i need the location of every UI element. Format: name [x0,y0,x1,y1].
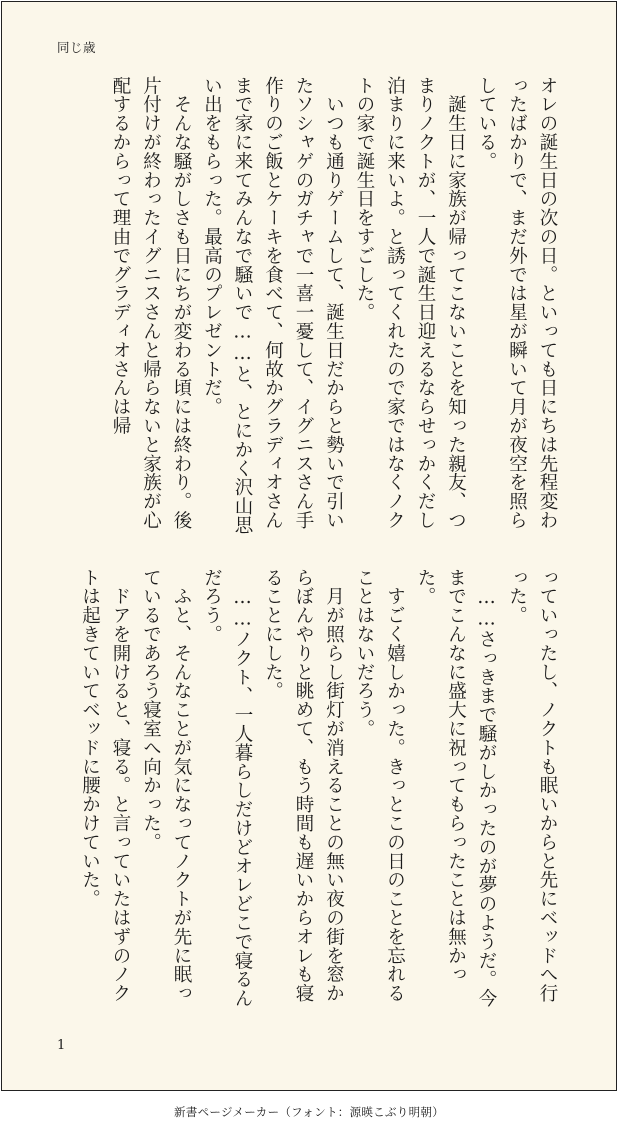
page-header-title: 同じ歳 [57,40,97,55]
paragraph: いつも通りゲームして、誕生日だからと勢いで引いたソシャゲのガチャで一喜一憂して、イグニスさん手作りのご飯とケーキを食べて、何故かグラディオさんまで家に来てみんなで騒いで……と、とにかく沢山思い出をもらった。最高のプレゼントだ。 [201,76,345,535]
paragraph: ふと、そんなことが気になってノクトが先に眠っているであろう寝室へ向かった。 [140,568,192,1003]
book-page [1,1,617,1091]
paragraph: ……ノクト、一人暮らしだけどオレどこで寝るんだろう。 [201,568,253,1008]
page-number: 1 [57,1038,66,1053]
paragraph: ……さっきまで騒がしかったのが夢のようだ。今までこんなに盛大に祝ってもらったことは無かった。 [415,568,497,1008]
text-block-bottom [54,568,562,1008]
paragraph: オレの誕生日の次の日。といっても日にちは先程変わったばかりで、まだ外では星が瞬いて月が夜空を照らしている。 [476,76,558,530]
paragraph: すごく嬉しかった。きっとこの日のことを忘れることはないだろう。 [354,568,406,1003]
paragraph: 月が照らし街灯が消えることの無い夜の街を窓からぼんやりと眺めて、もう時間も遅いからオレも寝ることにした。 [262,568,345,1003]
paragraph: 誕生日に家族が帰ってこないことを知った親友、つまりノクトが、一人で誕生日迎えるならせっかくだし泊まりに来いよ。と誘ってくれたので家ではなくノクトの家で誕生日をすごした。 [354,76,467,530]
paragraph: ドアを開けると、寝る。と言っていたはずのノクトは起きていてベッドに腰かけていた。 [79,568,131,1003]
paragraph: っていったし、ノクトも眠いからと先にベッドへ行った。 [506,568,558,1003]
text-block-top [54,76,562,536]
paragraph: そんな騒がしさも日にちが変わる頃には終わり。後片付けが終わったイグニスさんと帰らないと家族が心配するからって理由でグラディオさんは帰 [110,76,192,530]
footer-credit: 新書ページメーカー（フォント：源暎こぶり明朝） [173,1105,445,1119]
